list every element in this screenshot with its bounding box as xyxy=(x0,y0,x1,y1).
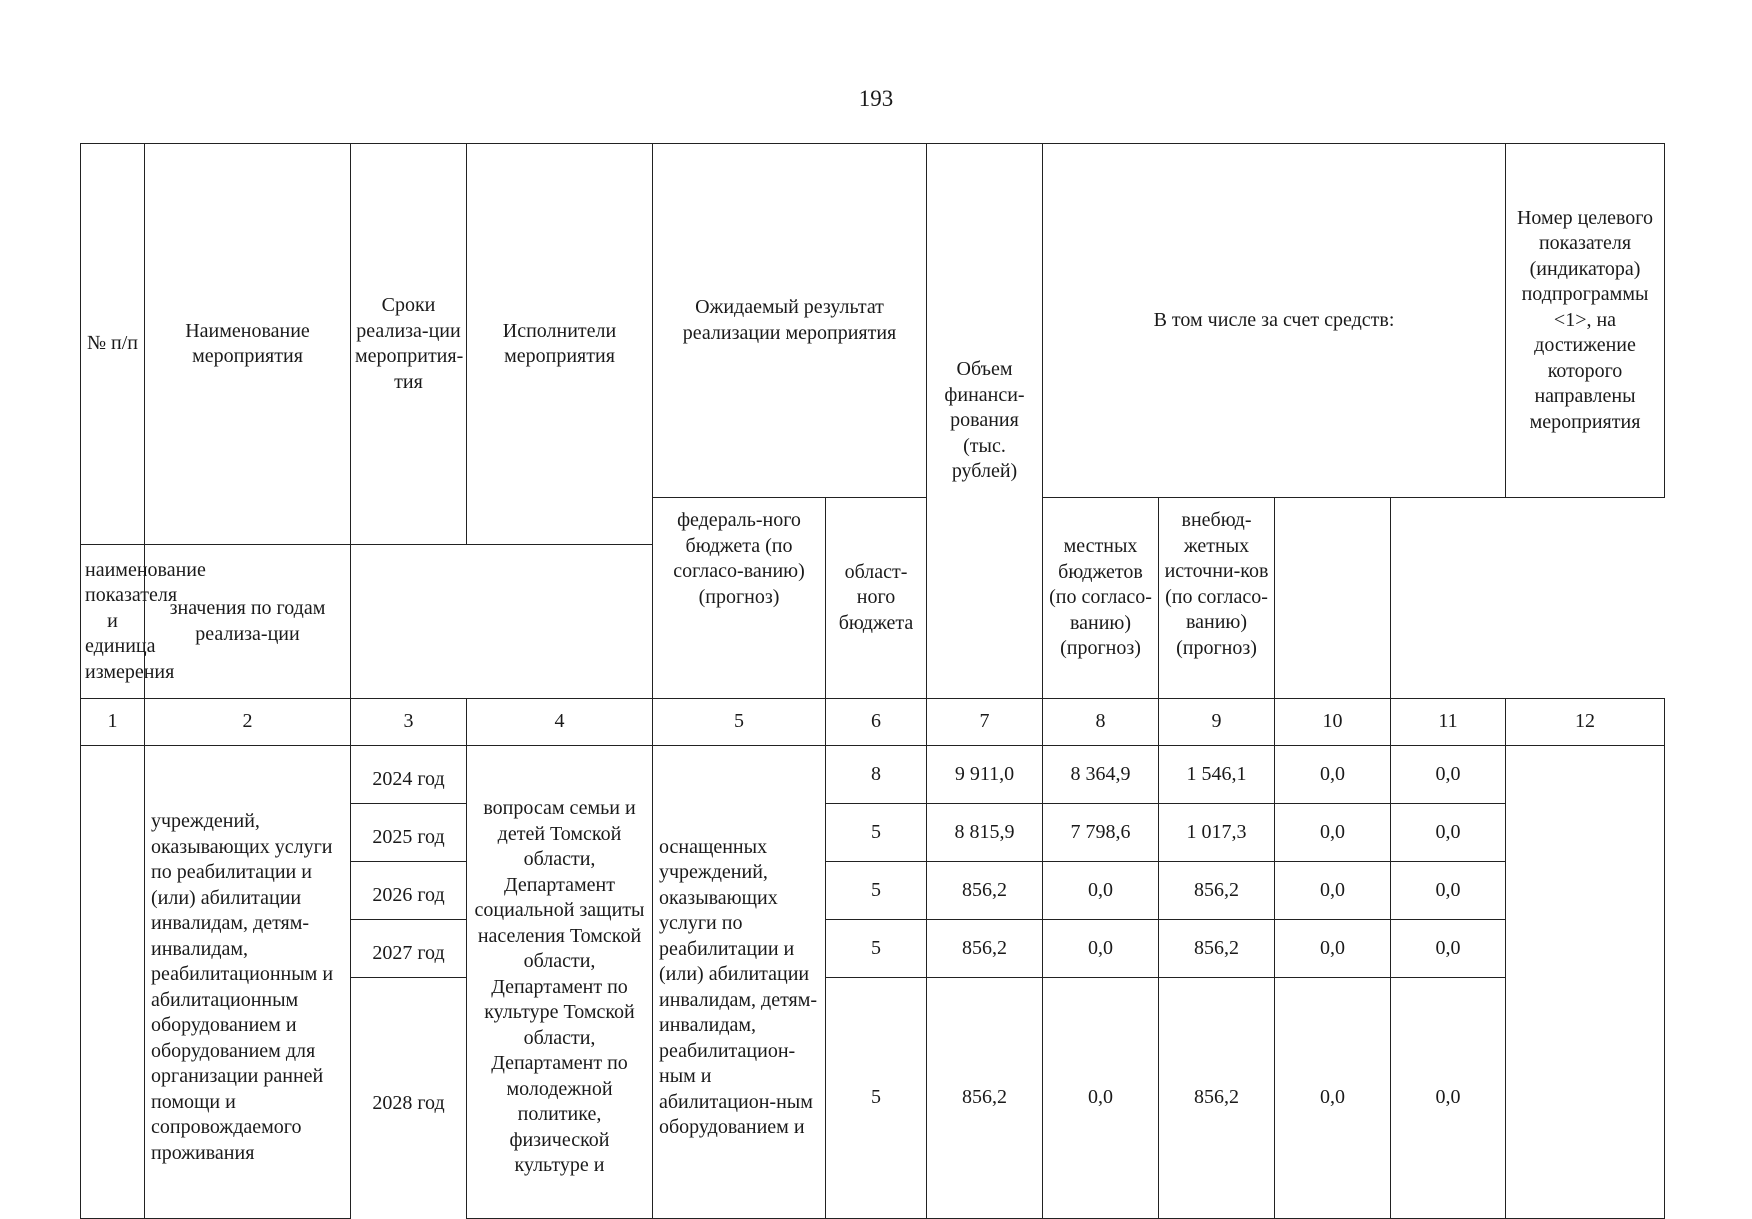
local-cell: 0,0 xyxy=(1275,746,1391,804)
federal-cell: 8 364,9 xyxy=(1043,746,1159,804)
column-numbers-row xyxy=(81,699,1665,746)
federal-cell: 7 798,6 xyxy=(1043,804,1159,862)
regional-cell: 1 546,1 xyxy=(1159,746,1275,804)
regional-cell: 1 017,3 xyxy=(1159,804,1275,862)
indicator-value-cell: 8 xyxy=(826,746,927,804)
federal-cell: 0,0 xyxy=(1043,978,1159,1219)
colnum-3: 3 xyxy=(351,699,467,746)
page-number: 193 xyxy=(858,86,894,111)
header-executors: Исполнители мероприятия xyxy=(467,144,653,545)
header-local: местных бюджетов (по согласо-ванию) (прогноз) xyxy=(1043,498,1159,699)
colnum-8: 8 xyxy=(1043,699,1159,746)
local-cell: 0,0 xyxy=(1275,862,1391,920)
offbudget-cell: 0,0 xyxy=(1391,920,1506,978)
volume-cell: 9 911,0 xyxy=(927,746,1043,804)
year-cell: 2027 год xyxy=(351,920,467,978)
header-row-1 xyxy=(81,144,1665,498)
target-indicator-cell xyxy=(1506,746,1665,1219)
header-expected-result: Ожидаемый результат реализации мероприятия xyxy=(653,144,927,498)
local-cell: 0,0 xyxy=(1275,804,1391,862)
regional-cell: 856,2 xyxy=(1159,862,1275,920)
volume-cell: 856,2 xyxy=(927,978,1043,1219)
volume-cell: 856,2 xyxy=(927,862,1043,920)
header-funding-volume: Объем финанси-рования (тыс. рублей) xyxy=(927,144,1043,699)
indicator-name-cell: оснащенных учреждений, оказывающих услуги по реабилитации и (или) абилитации инвалидам, детям-инвалидам, реабилитацион-ным и абилитацион-ным оборудованием и xyxy=(653,746,826,1219)
executors-cell: вопросам семьи и детей Томской области, Департамент социальной защиты населения Томской области, Департамент по культуре Томской области, Департамент по молодежной политике, физической культуре и xyxy=(467,746,653,1219)
colnum-12: 12 xyxy=(1506,699,1665,746)
header-activity-name: Наименование мероприятия xyxy=(145,144,351,545)
year-cell: 2025 год xyxy=(351,804,467,862)
indicator-value-cell: 5 xyxy=(826,920,927,978)
year-cell: 2028 год xyxy=(351,978,467,1219)
local-cell: 0,0 xyxy=(1275,920,1391,978)
header-target-empty xyxy=(1275,498,1391,699)
year-cell: 2024 год xyxy=(351,746,467,804)
header-funding-sources: В том числе за счет средств: xyxy=(1043,144,1506,498)
header-terms: Сроки реализа-ции меропрития-тия xyxy=(351,144,467,545)
indicator-value-cell: 5 xyxy=(826,862,927,920)
volume-cell: 856,2 xyxy=(927,920,1043,978)
header-regional: област-ного бюджета xyxy=(826,498,927,699)
local-cell: 0,0 xyxy=(1275,978,1391,1219)
colnum-2: 2 xyxy=(145,699,351,746)
federal-cell: 0,0 xyxy=(1043,862,1159,920)
header-indicator-name: наименование показателя и единица измерения xyxy=(81,545,145,699)
header-num: № п/п xyxy=(81,144,145,545)
colnum-5: 5 xyxy=(653,699,826,746)
table-row xyxy=(81,746,1665,804)
header-federal: федераль-ного бюджета (по согласо-ванию) (прогноз) xyxy=(653,498,826,699)
regional-cell: 856,2 xyxy=(1159,978,1275,1219)
volume-cell: 8 815,9 xyxy=(927,804,1043,862)
indicator-value-cell: 5 xyxy=(826,804,927,862)
colnum-11: 11 xyxy=(1391,699,1506,746)
colnum-1: 1 xyxy=(81,699,145,746)
offbudget-cell: 0,0 xyxy=(1391,746,1506,804)
offbudget-cell: 0,0 xyxy=(1391,862,1506,920)
header-target-indicator: Номер целевого показателя (индикатора) подпрограммы <1>, на достижение которого направлены мероприятия xyxy=(1506,144,1665,498)
year-cell: 2026 год xyxy=(351,862,467,920)
regional-cell: 856,2 xyxy=(1159,920,1275,978)
header-indicator-values: значения по годам реализа-ции xyxy=(145,545,351,699)
colnum-9: 9 xyxy=(1159,699,1275,746)
row-number-cell xyxy=(81,746,145,1219)
activities-table xyxy=(80,143,1665,1219)
colnum-6: 6 xyxy=(826,699,927,746)
colnum-10: 10 xyxy=(1275,699,1391,746)
activity-name-cell: учреждений, оказывающих услуги по реабилитации и (или) абилитации инвалидам, детям-инвалидам, реабилитационным и абилитационным оборудованием и оборудованием для организации ранней помощи и сопровождаемого проживания xyxy=(145,746,351,1219)
header-offbudget: внебюд-жетных источни-ков (по согласо-ванию) (прогноз) xyxy=(1159,498,1275,699)
offbudget-cell: 0,0 xyxy=(1391,978,1506,1219)
colnum-4: 4 xyxy=(467,699,653,746)
indicator-value-cell: 5 xyxy=(826,978,927,1219)
colnum-7: 7 xyxy=(927,699,1043,746)
offbudget-cell: 0,0 xyxy=(1391,804,1506,862)
federal-cell: 0,0 xyxy=(1043,920,1159,978)
